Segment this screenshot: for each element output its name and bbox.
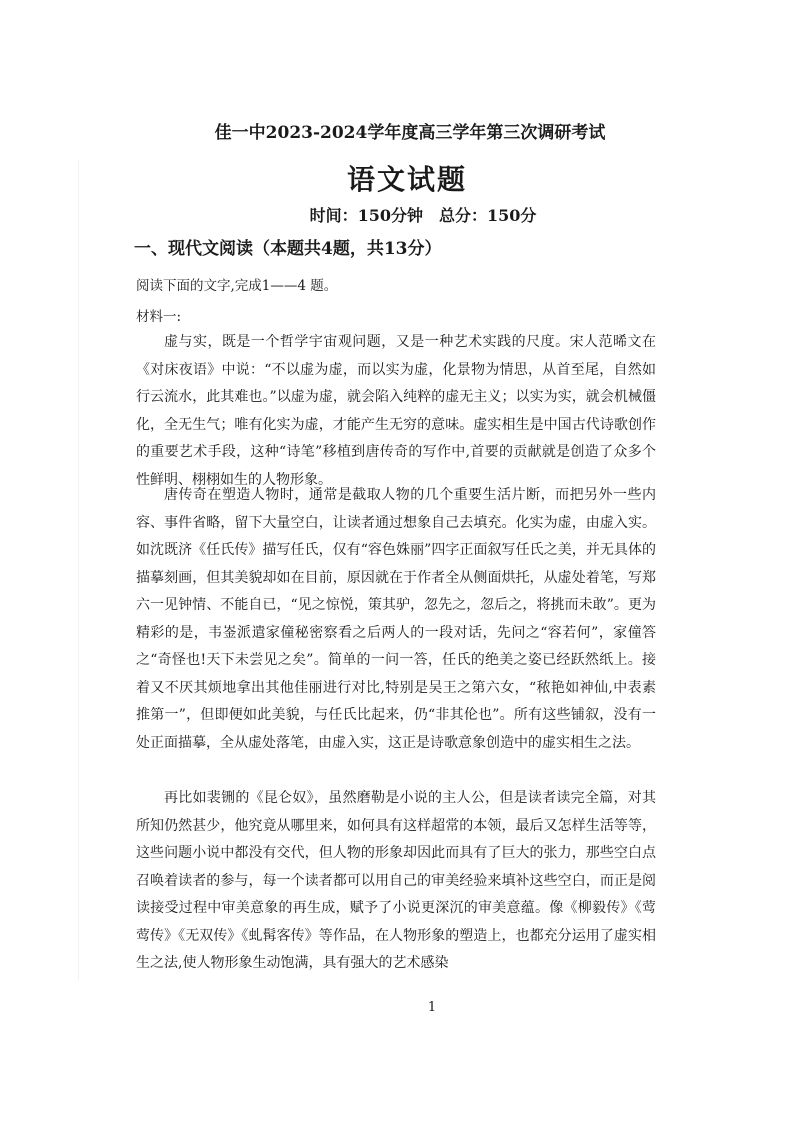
paragraph-3: 再比如裴铏的《昆仑奴》，虽然磨勒是小说的主人公，但是读者读完全篇，对其所知仍然甚少，他究竟从哪里来，如何具有这样超常的本领，最后又怎样生活等等，这些问题小说中都没有交代，但人物的形象却因此而具有了巨大的张力，那些空白点召唤着读者的参与，每一个读者都可以用自己的审美经验来填补这些空白，而正是阅读接受过程中审美意象的再生成，赋予了小说更深沉的审美意蕴。像《柳毅传》《莺莺传》《无双传》《虬髯客传》等作品，在人物形象的塑造上，也都充分运用了虚实相生之法,使人物形象生动饱满，具有强大的艺术感染 — [136, 790, 656, 971]
paper-title: 语文试题 — [346, 163, 467, 196]
scan-shadow — [78, 160, 79, 980]
paragraph-2: 唐传奇在塑造人物时，通常是截取人物的几个重要生活片断，而把另外一些内容、事件省略，留下大量空白，让读者通过想象自己去填充。化实为虚，由虚入实。如沈既济《任氏传》描写任氏，仅有“容色姝丽”四字正面叙写任氏之美，并无具体的描摹刻画，但其美貌却如在目前，原因就在于作者全从侧面烘托，从虚处着笔，写郑六一见钟情、不能自已，“见之惊悦，策其驴，忽先之，忽后之，将挑而未敢”。更为精彩的是，韦崟派遣家僮秘密察看之后两人的一段对话，先问之“容若何”，家僮答之“奇怪也!天下未尝见之矣”。简单的一问一答，任氏的绝美之姿已经跃然纸上。接着又不厌其烦地拿出其他佳丽进行对比,特别是吴王之第六女，“秾艳如神仙,中表素推第一”，但即便如此美貌，与任氏比起来，仍“非其伦也”。所有这些铺叙，没有一处正面描摹，全从虚处落笔，由虚入实，这正是诗歌意象创造中的虚实相生之法。 — [136, 487, 656, 751]
school-exam-title: 佳一中2023-2024学年度高三学年第三次调研考试 — [214, 123, 606, 143]
reading-instruction: 阅读下面的文字,完成1——4 题。 — [136, 278, 338, 294]
section-heading: 一、现代文阅读（本题共4题，共13分） — [134, 239, 442, 259]
paragraph-1: 虚与实，既是一个哲学宇宙观问题，又是一种艺术实践的尺度。宋人范晞文在《对床夜语》中说：“不以虚为虚，而以实为虚，化景物为情思，从首至尾，自然如行云流水，此其难也。”以虚为虚，就会陷入纯粹的虚无主义；以实为实，就会机械僵化，全无生气；唯有化实为虚，才能产生无穷的意味。虚实相生是中国古代诗歌创作的重要艺术手段，这种“诗笔”移植到唐传奇的写作中,首要的贡献就是创造了众多个性鲜明、栩栩如生的人物形象。 — [136, 334, 656, 488]
material-label: 材料一: — [136, 309, 182, 325]
time-and-score-info: 时间：150分钟 总分：150分 — [309, 206, 537, 225]
page-number: 1 — [427, 1000, 437, 1015]
